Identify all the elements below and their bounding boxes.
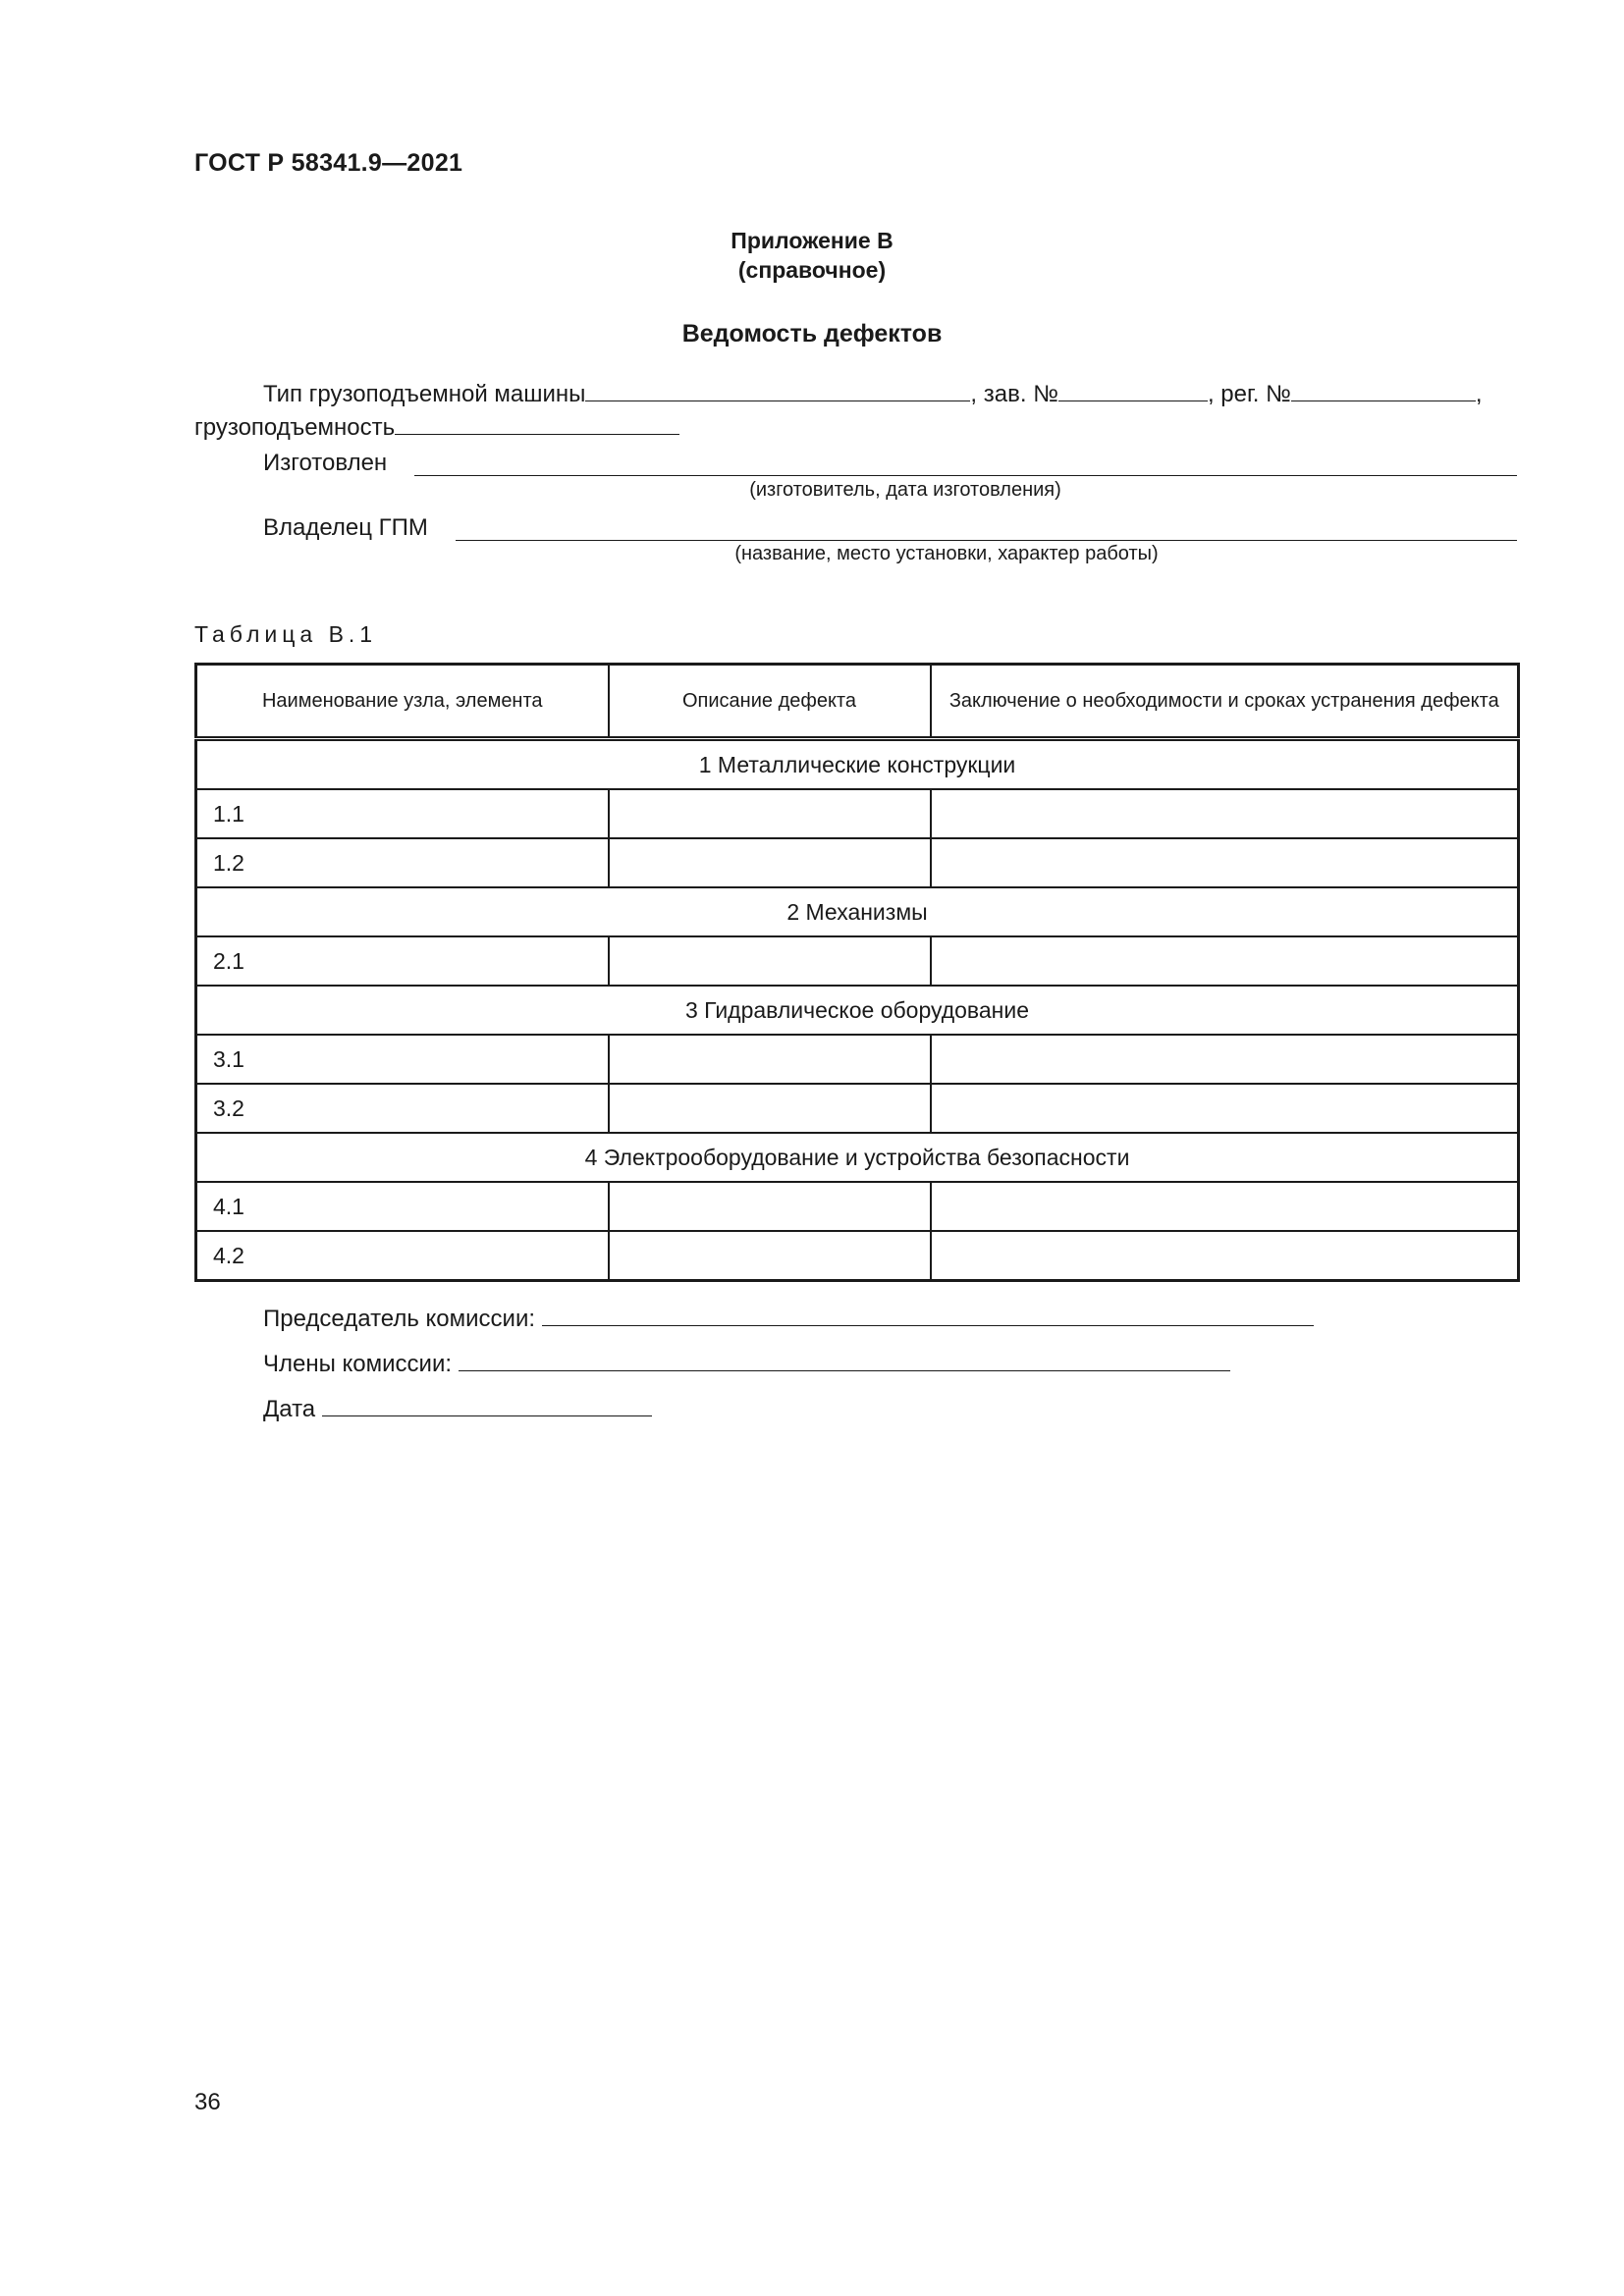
defect-description-cell[interactable] [609,1035,931,1084]
row-number: 1.2 [196,838,609,887]
capacity-label: грузоподъемность [194,414,396,441]
section-title: 2 Механизмы [196,887,1519,936]
defect-description-cell[interactable] [609,1231,931,1281]
column-header-element: Наименование узла, элемента [196,665,609,739]
table-row [196,1035,1519,1084]
chairman-row [263,1302,1314,1333]
table-row [196,936,1519,986]
defect-description-cell[interactable] [609,936,931,986]
table-row [196,789,1519,838]
row-number: 4.2 [196,1231,609,1281]
chairman-field[interactable] [542,1302,1314,1326]
page-number: 36 [194,2089,221,2115]
chairman-label: Председатель комиссии: [263,1306,536,1332]
conclusion-cell[interactable] [931,789,1519,838]
row-number: 3.1 [196,1035,609,1084]
appendix-subtitle: (справочное) [737,257,887,283]
conclusion-cell[interactable] [931,838,1519,887]
column-header-conclusion: Заключение о необходимости и сроках устранения дефекта [931,665,1519,739]
section-title: 4 Электрооборудование и устройства безопасности [196,1133,1519,1182]
owner-caption: (название, место установки, характер работы) [734,543,1159,564]
machine-type-row [263,377,1483,408]
machine-type-field[interactable] [585,377,970,401]
members-label: Члены комиссии: [263,1351,453,1377]
document-header: ГОСТ Р 58341.9—2021 [194,149,463,177]
row-number: 4.1 [196,1182,609,1231]
machine-type-label: Тип грузоподъемной машины [263,381,586,407]
section-title: 3 Гидравлическое оборудование [196,986,1519,1035]
row-number: 1.1 [196,789,609,838]
row-number: 3.2 [196,1084,609,1133]
serial-label: , зав. № [970,381,1058,407]
defect-description-cell[interactable] [609,838,931,887]
manufactured-row [263,450,387,477]
manufactured-label: Изготовлен [263,450,388,476]
section-title: 1 Металлические конструкции [196,739,1519,790]
conclusion-cell[interactable] [931,1231,1519,1281]
owner-field[interactable] [456,516,1517,541]
section-row [196,986,1519,1035]
table-row [196,1182,1519,1231]
section-row [196,1133,1519,1182]
conclusion-cell[interactable] [931,936,1519,986]
capacity-field[interactable] [395,410,679,435]
reg-label: , рег. № [1207,381,1291,407]
defect-description-cell[interactable] [609,789,931,838]
table-row [196,1084,1519,1133]
date-row [263,1392,652,1423]
members-field[interactable] [459,1347,1230,1371]
owner-label: Владелец ГПМ [263,514,428,541]
column-header-description: Описание дефекта [609,665,931,739]
conclusion-cell[interactable] [931,1035,1519,1084]
serial-number-field[interactable] [1058,377,1208,401]
reg-tail: , [1475,381,1483,407]
appendix-title: Приложение В [731,228,893,253]
date-label: Дата [263,1396,316,1422]
defect-description-cell[interactable] [609,1084,931,1133]
table-row [196,1231,1519,1281]
owner-row [263,514,428,542]
capacity-row [194,410,679,442]
section-row [196,739,1519,790]
document-title: Ведомость дефектов [681,320,943,347]
table-header-row [196,665,1519,739]
conclusion-cell[interactable] [931,1182,1519,1231]
manufactured-field[interactable] [414,452,1517,476]
conclusion-cell[interactable] [931,1084,1519,1133]
row-number: 2.1 [196,936,609,986]
defects-table [194,663,1520,1282]
date-field[interactable] [322,1392,652,1416]
members-row [263,1347,1230,1378]
section-row [196,887,1519,936]
reg-number-field[interactable] [1291,377,1476,401]
manufactured-caption: (изготовитель, дата изготовления) [749,479,1061,501]
table-label: Таблица В.1 [194,621,378,647]
defect-description-cell[interactable] [609,1182,931,1231]
table-row [196,838,1519,887]
